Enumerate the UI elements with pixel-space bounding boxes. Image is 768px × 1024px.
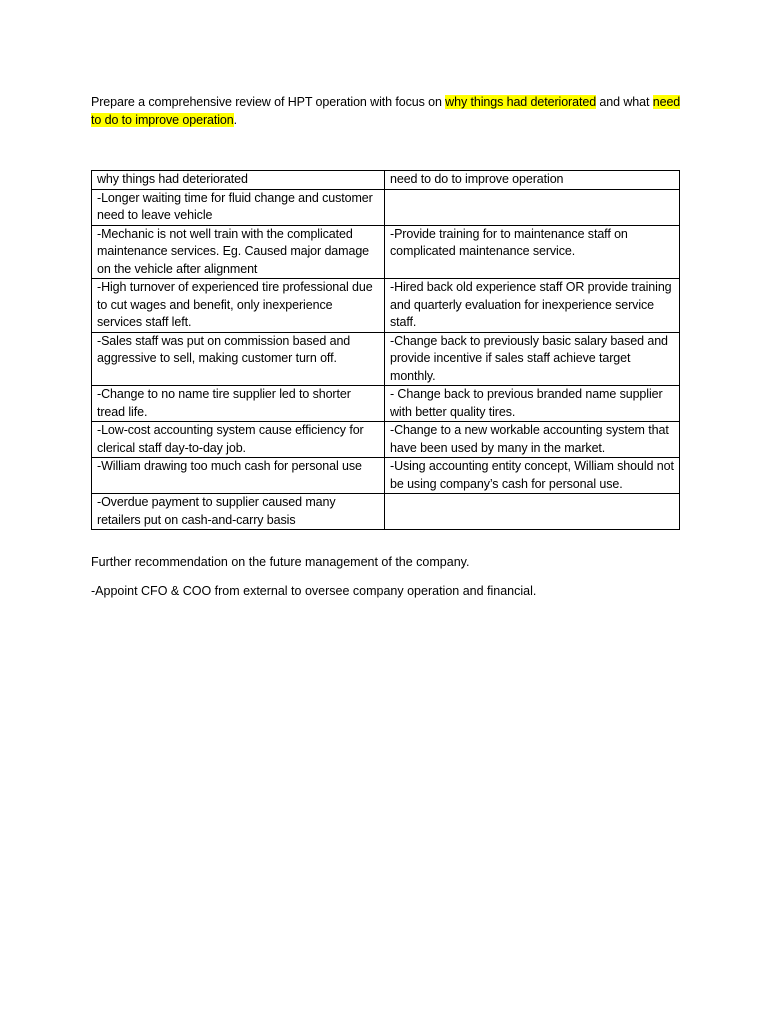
table-header-row	[92, 171, 680, 190]
appoint-recommendation: -Appoint CFO & COO from external to oversee company operation and financial.	[91, 584, 537, 598]
cell-improve	[385, 189, 680, 225]
table-row	[92, 494, 680, 530]
header-improve: need to do to improve operation	[385, 171, 680, 190]
table-row	[92, 189, 680, 225]
cell-deteriorated: -William drawing too much cash for personal use	[92, 458, 385, 494]
further-recommendation: Further recommendation on the future management of the company.	[91, 555, 470, 569]
cell-improve	[385, 494, 680, 530]
table-row	[92, 279, 680, 333]
cell-improve: -Provide training for to maintenance staff on complicated maintenance service.	[385, 225, 680, 279]
table-row	[92, 386, 680, 422]
table-row	[92, 458, 680, 494]
cell-improve: -Hired back old experience staff OR provide training and quarterly evaluation for inexperience service staff.	[385, 279, 680, 333]
cell-deteriorated: -Mechanic is not well train with the complicated maintenance services. Eg. Caused major damage on the vehicle after alignment	[92, 225, 385, 279]
cell-deteriorated: -Longer waiting time for fluid change and customer need to leave vehicle	[92, 189, 385, 225]
intro-highlight-improve: need to do to improve operation	[91, 95, 681, 127]
intro-text-1: Prepare a comprehensive review of HPT operation with focus on	[91, 95, 446, 109]
intro-paragraph	[91, 93, 681, 129]
review-table	[91, 170, 680, 530]
cell-improve: -Change back to previously basic salary based and provide incentive if sales staff achieve target monthly.	[385, 332, 680, 386]
cell-deteriorated: -Low-cost accounting system cause efficiency for clerical staff day-to-day job.	[92, 422, 385, 458]
intro-text-3: .	[233, 113, 238, 127]
cell-deteriorated: -Sales staff was put on commission based and aggressive to sell, making customer turn off.	[92, 332, 385, 386]
table-row	[92, 225, 680, 279]
table-row	[92, 332, 680, 386]
cell-deteriorated: -High turnover of experienced tire professional due to cut wages and benefit, only inexperience services staff left.	[92, 279, 385, 333]
table-row	[92, 422, 680, 458]
cell-improve: -Change to a new workable accounting system that have been used by many in the market.	[385, 422, 680, 458]
cell-deteriorated: -Overdue payment to supplier caused many retailers put on cash-and-carry basis	[92, 494, 385, 530]
cell-deteriorated: -Change to no name tire supplier led to shorter tread life.	[92, 386, 385, 422]
cell-improve: -Using accounting entity concept, William should not be using company’s cash for personal use.	[385, 458, 680, 494]
intro-highlight-deteriorated: why things had deteriorated	[445, 95, 597, 109]
cell-improve: - Change back to previous branded name supplier with better quality tires.	[385, 386, 680, 422]
intro-text-2: and what	[596, 95, 653, 109]
header-deteriorated: why things had deteriorated	[92, 171, 385, 190]
